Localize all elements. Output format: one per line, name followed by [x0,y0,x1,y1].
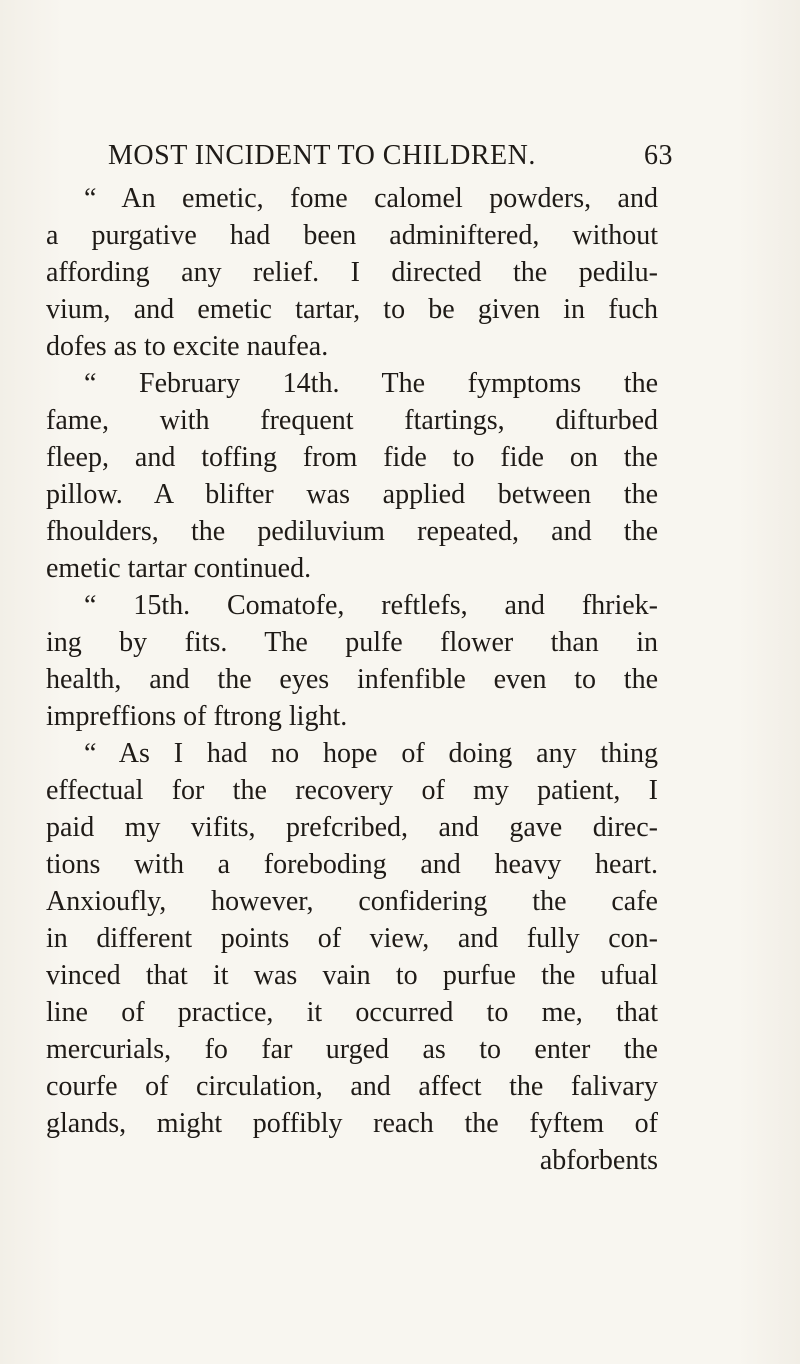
page-number: 63 [644,140,673,171]
text-line: effectual for the recovery of my patient, I [46,775,658,806]
running-head [108,134,673,178]
running-head-title: MOST INCIDENT TO CHILDREN. [108,140,536,171]
text-line: “ 15th. Comatofe, reftlefs, and fhriek- [84,590,658,621]
text-line: impreffions of ftrong light. [46,701,348,732]
text-line: affording any relief. I directed the pedilu- [46,257,658,288]
text-line: vinced that it was vain to purfue the ufual [46,960,658,991]
text-line: line of practice, it occurred to me, that [46,997,658,1028]
text-line: courfe of circulation, and affect the falivary [46,1071,658,1102]
text-line: mercurials, fo far urged as to enter the [46,1034,658,1065]
text-line: ing by fits. The pulfe flower than in [46,627,658,658]
text-line: vium, and emetic tartar, to be given in fuch [46,294,658,325]
text-line: dofes as to excite naufea. [46,331,329,362]
text-line: paid my vifits, prefcribed, and gave direc- [46,812,658,843]
body-text [46,180,658,1179]
text-line: “ February 14th. The fymptoms the [84,368,658,399]
text-line: “ As I had no hope of doing any thing [84,738,658,769]
catchword: abforbents [539,1145,658,1176]
text-line: a purgative had been adminiftered, without [46,220,658,251]
text-line: glands, might poffibly reach the fyftem of [46,1108,658,1139]
text-line: in different points of view, and fully con- [46,923,658,954]
text-line: “ An emetic, fome calomel powders, and [84,183,658,214]
text-line: pillow. A blifter was applied between the [46,479,658,510]
text-line: health, and the eyes infenfible even to the [46,664,658,695]
text-line: tions with a foreboding and heavy heart. [46,849,658,880]
text-line: Anxioufly, however, confidering the cafe [46,886,658,917]
text-line: emetic tartar continued. [46,553,312,584]
text-line: fame, with frequent ftartings, difturbed [46,405,658,436]
text-line: fleep, and toffing from fide to fide on the [46,442,658,473]
text-line: fhoulders, the pediluvium repeated, and the [46,516,658,547]
